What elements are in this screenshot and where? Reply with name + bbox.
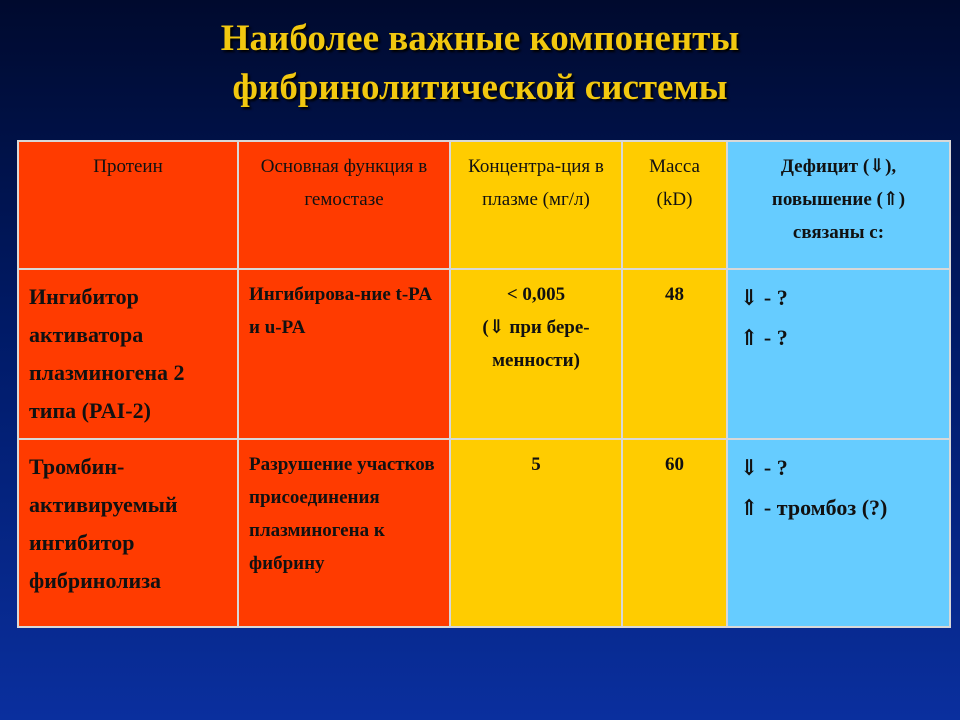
row1-function: Ингибирова-ние t-PA и u-PA: [238, 269, 450, 439]
header-deficit: [727, 141, 950, 269]
row1-mass: 48: [622, 269, 727, 439]
row1-deficit: [727, 269, 950, 439]
row2-deficit-up: ⇑ - тромбоз (?): [740, 495, 888, 520]
row1-protein: Ингибитор активатора плазминогена 2 типа (PAI-2): [18, 269, 238, 439]
header-deficit-line-1: Дефицит (⇓),: [780, 156, 897, 177]
header-protein: Протеин: [18, 141, 238, 269]
header-mass: Масса (kD): [622, 141, 727, 269]
row2-deficit: [727, 439, 950, 627]
row2-deficit-down: ⇓ - ?: [740, 455, 788, 480]
table-header-row: [18, 141, 950, 269]
row1-deficit-up: ⇑ - ?: [740, 325, 788, 350]
title-line-2: фибринолитической системы: [232, 67, 728, 108]
header-deficit-line-2: повышение (⇑): [771, 189, 906, 210]
header-concentration: Концентра-ция в плазме (мг/л): [450, 141, 622, 269]
table-row: [18, 439, 950, 627]
row2-protein: Тромбин-активируемый ингибитор фибринолиза: [18, 439, 238, 627]
table-row: [18, 269, 950, 439]
row1-concentration-value: < 0,005: [506, 284, 566, 305]
row1-concentration: [450, 269, 622, 439]
slide-title: [0, 14, 960, 112]
row1-deficit-down: ⇓ - ?: [740, 285, 788, 310]
title-line-1: Наиболее важные компоненты: [220, 18, 740, 59]
fibrinolytic-components-table: [17, 140, 951, 628]
row2-mass: 60: [622, 439, 727, 627]
row1-concentration-note: (⇓ при бере-менности): [482, 317, 590, 371]
row2-function: Разрушение участков присоединения плазминогена к фибрину: [238, 439, 450, 627]
row2-concentration: [450, 439, 622, 627]
header-deficit-line-3: связаны с:: [792, 222, 885, 243]
row2-concentration-value: 5: [531, 454, 541, 475]
header-function: Основная функция в гемостазе: [238, 141, 450, 269]
